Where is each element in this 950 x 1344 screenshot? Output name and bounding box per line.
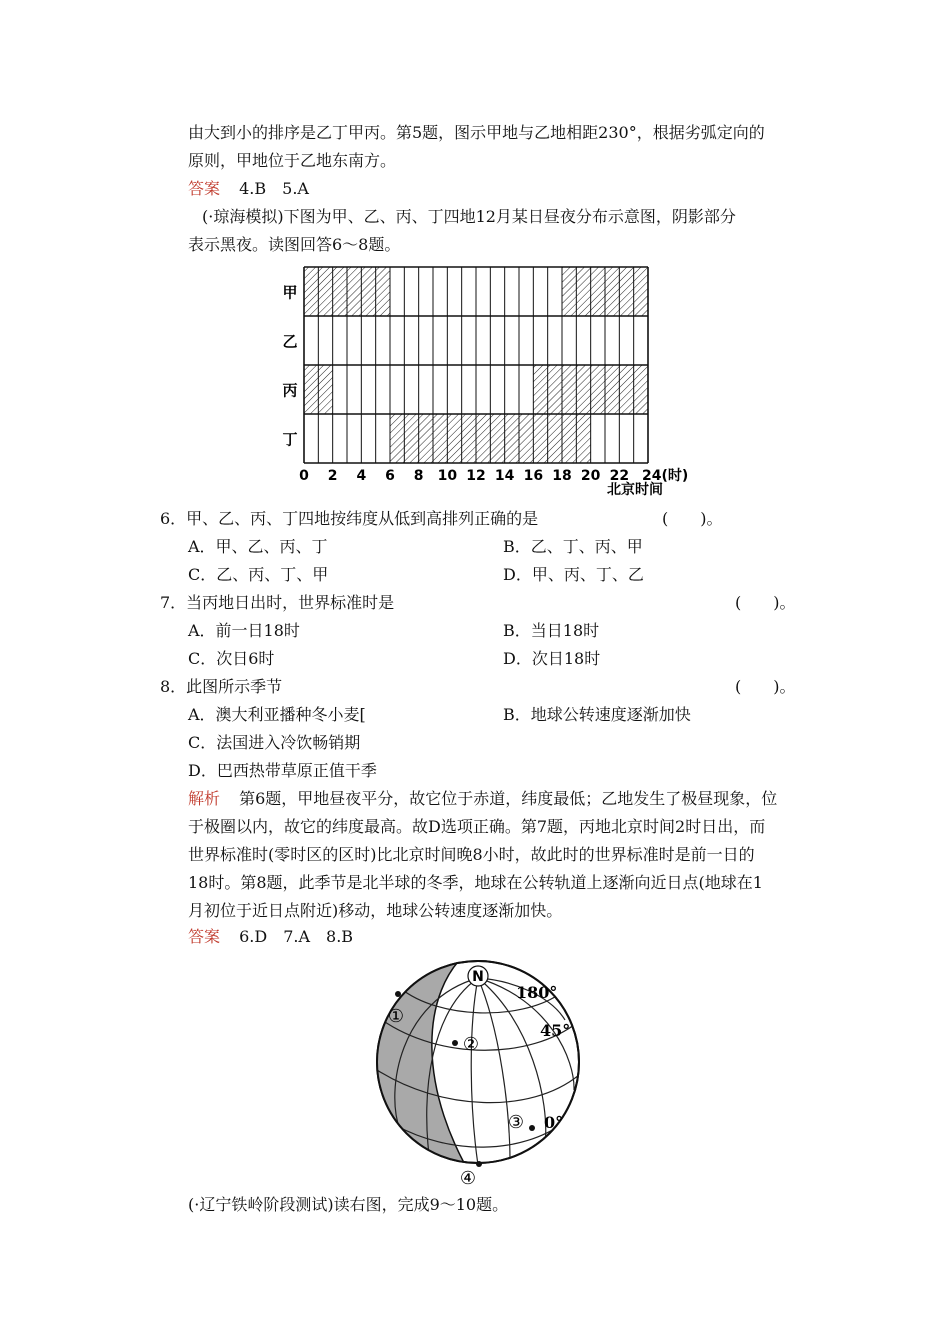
option-a: A．澳大利亚播种冬小麦[ — [188, 705, 366, 724]
x-tick-label: 24(时) — [642, 468, 689, 484]
point-2-dot — [452, 1040, 458, 1046]
x-tick-label: 10 — [437, 468, 458, 484]
point-1-label: ① — [387, 1006, 405, 1027]
analysis-line — [188, 788, 777, 810]
answer-paren: ( )。 — [735, 593, 796, 612]
x-tick-label: 20 — [580, 468, 601, 484]
analysis-line: 世界标准时(零时区的区时)比北京时间晚8小时，故此时的世界标准时是前一日的 — [188, 845, 755, 864]
option-c: C．乙、丙、丁、甲 — [188, 565, 329, 584]
x-tick-label: 22 — [609, 468, 630, 484]
x-tick-label: 18 — [552, 468, 572, 484]
analysis-line: 18时。第8题，此季节是北半球的冬季，地球在公转轨道上逐渐向近日点(地球在1 — [188, 873, 763, 892]
analysis-line: 于极圈以内，故它的纬度最高。故D选项正确。第7题，丙地北京时间2时日出，而 — [188, 817, 766, 836]
globe-diagram — [360, 950, 600, 1190]
latitude-label: 45° — [540, 1021, 571, 1040]
day-night-chart — [278, 262, 698, 500]
option-c: C．法国进入冷饮畅销期 — [188, 733, 361, 752]
longitude-label: 180° — [516, 983, 558, 1002]
option-b: B．地球公转速度逐渐加快 — [503, 705, 691, 724]
question-7-stem: 7．当丙地日出时，世界标准时是 — [160, 593, 395, 612]
intro-line: 表示黑夜。读图回答6～8题。 — [188, 235, 401, 254]
x-tick-label: 12 — [466, 468, 486, 484]
answer-text: 6.D 7.A 8.B — [239, 927, 354, 946]
option-a: A．甲、乙、丙、丁 — [188, 537, 328, 556]
option-b: B．乙、丁、丙、甲 — [503, 537, 643, 556]
option-d: D．次日18时 — [503, 649, 601, 668]
north-label: N — [472, 969, 484, 985]
x-tick-label: 6 — [385, 468, 395, 484]
question-6-stem: 6．甲、乙、丙、丁四地按纬度从低到高排列正确的是 — [160, 509, 539, 528]
question-8-stem: 8．此图所示季节 — [160, 677, 283, 696]
x-tick-label: 14 — [494, 468, 515, 484]
answer-label: 答案 — [188, 179, 221, 198]
option-d: D．巴西热带草原正值干季 — [188, 761, 377, 780]
analysis-line: 月初位于近日点附近)移动，地球公转速度逐渐加快。 — [188, 901, 563, 920]
equator-label: 0° — [544, 1113, 564, 1132]
option-b: B．当日18时 — [503, 621, 600, 640]
chart-svg — [278, 262, 698, 500]
answer-line — [188, 178, 309, 200]
answer-text: 4.B 5.A — [239, 179, 309, 198]
text-line: 由大到小的排序是乙丁甲丙。第5题，图示甲地与乙地相距230°，根据劣弧定向的 — [188, 123, 765, 142]
x-tick-label: 2 — [327, 468, 338, 484]
point-4-label: ④ — [459, 1168, 477, 1189]
option-a: A．前一日18时 — [188, 621, 300, 640]
x-tick-label: 4 — [356, 468, 367, 484]
text-line: 原则，甲地位于乙地东南方。 — [188, 151, 397, 170]
option-c: C．次日6时 — [188, 649, 275, 668]
analysis-label: 解析 — [188, 789, 221, 808]
answer-line — [188, 926, 353, 948]
answer-paren: ( )。 — [662, 509, 723, 528]
intro-line: (·辽宁铁岭阶段测试)读右图，完成9～10题。 — [188, 1195, 509, 1214]
row-label: 丙 — [282, 381, 298, 400]
intro-line: (·琼海模拟)下图为甲、乙、丙、丁四地12月某日昼夜分布示意图，阴影部分 — [202, 207, 736, 226]
analysis-text: 第6题，甲地昼夜平分，故它位于赤道，纬度最低；乙地发生了极昼现象，位 — [239, 789, 778, 808]
point-1-dot — [395, 991, 401, 997]
x-tick-label: 8 — [413, 468, 424, 484]
row-label: 丁 — [282, 430, 298, 449]
point-2-label: ② — [462, 1034, 480, 1055]
x-tick-label: 0 — [299, 468, 309, 484]
answer-paren: ( )。 — [735, 677, 796, 696]
answer-label: 答案 — [188, 927, 221, 946]
point-3-label: ③ — [507, 1112, 525, 1133]
option-d: D．甲、丙、丁、乙 — [503, 565, 644, 584]
point-4-dot — [476, 1161, 482, 1167]
globe-svg — [360, 950, 600, 1190]
x-axis-label: 北京时间 — [607, 482, 663, 498]
point-3-dot — [529, 1125, 535, 1131]
row-label: 乙 — [282, 332, 298, 351]
row-label: 甲 — [282, 283, 298, 302]
x-tick-label: 16 — [523, 468, 544, 484]
